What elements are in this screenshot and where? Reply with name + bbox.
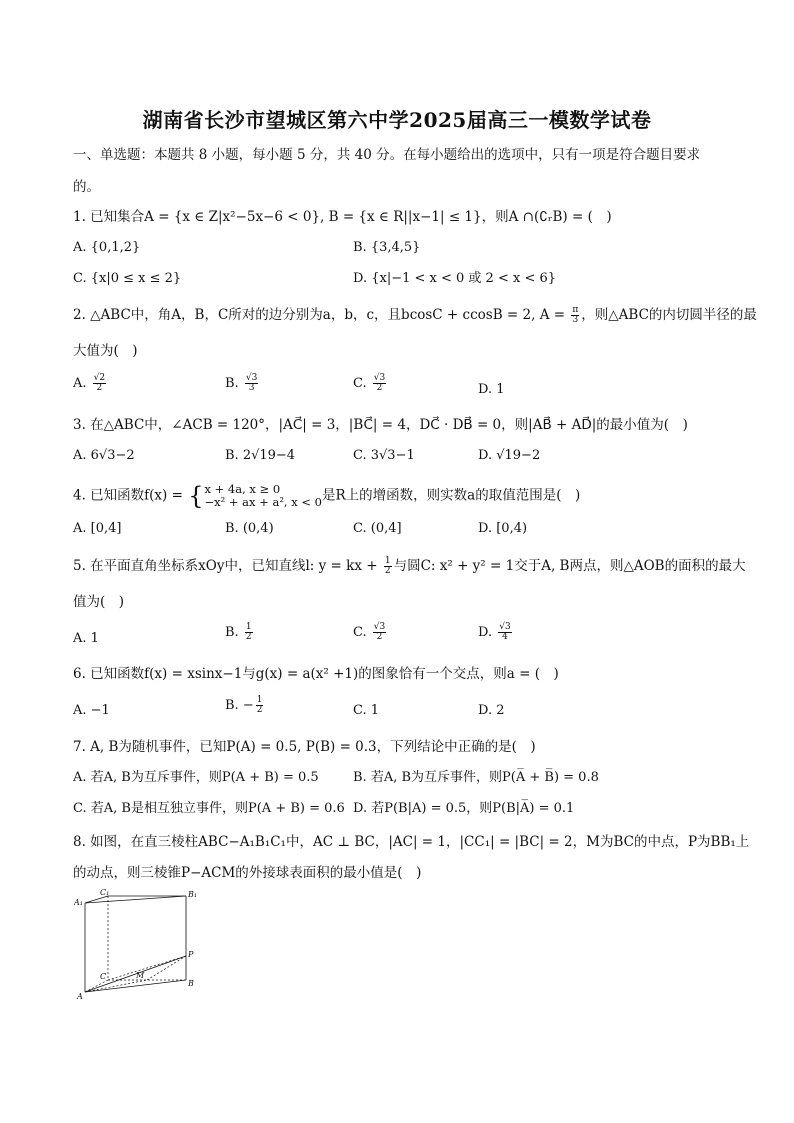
question-1-stem: 1. 已知集合A = {x ∈ Z|x²−5x−6 < 0}, B = {x ∈ R||x−1| ≤ 1}，则A ∩(∁ᵣB) = ( )	[73, 209, 612, 225]
q4-brace: {	[188, 482, 204, 510]
label-a: A	[77, 992, 83, 1001]
q4-option-c: C. (0,4]	[353, 521, 402, 536]
q7-option-d: D. 若P(B|A) = 0.5，则P(B|A̅) = 0.1	[353, 801, 575, 816]
q7-option-a: A. 若A, B为互斥事件，则P(A + B) = 0.5	[73, 770, 319, 785]
label-b1: B₁	[188, 890, 198, 899]
q3-option-c: C. 3√3−1	[353, 448, 415, 463]
q5-stem-part-a: 5. 在平面直角坐标系xOy中，已知直线l: y = kx +	[73, 558, 382, 574]
edge-a-b	[85, 980, 186, 992]
exam-title: 湖南省长沙市望城区第六中学2025届高三一模数学试卷	[142, 108, 652, 132]
q6-option-d: D. 2	[478, 703, 505, 718]
q4-option-d: D. [0,4)	[478, 521, 528, 536]
q2-option-d: D. 1	[478, 382, 505, 397]
question-8-stem: 8. 如图，在直三棱柱ABC−A₁B₁C₁中，AC ⊥ BC，|AC| = 1，|CC₁| = |BC| = 2，M为BC的中点，P为BB₁上	[73, 834, 750, 850]
q3-option-d: D. √19−2	[478, 448, 541, 463]
q5-option-b: B. $\frac{1}{2}$	[225, 622, 252, 642]
question-6-stem: 6. 已知函数f(x) = xsinx−1与g(x) = a(x² +1)的图象恰有一个交点，则a = ( )	[73, 666, 559, 682]
q6-option-c: C. 1	[353, 703, 380, 718]
q2-option-c: C. $\frac{√3}{2}$	[353, 373, 386, 393]
label-m: M	[136, 971, 145, 980]
q7-option-c: C. 若A, B是相互独立事件，则P(A + B) = 0.6	[73, 801, 345, 816]
q2-fraction-pi-over-3: $\frac{\pi}{3}$	[572, 305, 579, 325]
label-c1: C₁	[100, 888, 110, 897]
section-instruction-cont: 的。	[73, 179, 100, 195]
question-4-stem	[73, 483, 580, 509]
question-3-stem: 3. 在△ABC中，∠ACB = 120°，|AC⃗| = 3，|BC⃗| = 4，DC⃗ · DB⃗ = 0，则|AB⃗ + AD⃗|的最小值为( )	[73, 417, 688, 433]
question-2-stem-cont: 大值为( )	[73, 343, 138, 359]
q4-stem-part-b: 是R上的增函数，则实数a的取值范围是( )	[322, 487, 581, 504]
q5-fraction-half: $\frac{1}{2}$	[384, 556, 391, 576]
q2-stem-part-a: 2. △ABC中，角A，B，C所对的边分别为a，b，c，且bcosC + ccosB = 2, A =	[73, 307, 570, 323]
q5-stem-part-b: 与圆C: x² + y² = 1交于A, B两点，则△AOB的面积的最大	[393, 558, 746, 574]
section-instruction: 一、单选题：本题共 8 小题，每小题 5 分，共 40 分。在每小题给出的选项中，只有一项是符合题目要求	[73, 147, 701, 163]
q4-cases: x + 4a, x ≥ 0 −x² + ax + a², x < 0	[204, 482, 322, 509]
q3-option-b: B. 2√19−4	[225, 448, 296, 463]
q2-option-b: B. $\frac{√3}{3}$	[225, 373, 258, 393]
q6-option-b: B. − $\frac{1}{2}$	[225, 695, 263, 715]
prism-figure	[74, 888, 204, 1006]
question-2-stem	[73, 306, 757, 325]
q3-option-a: A. 6√3−2	[73, 448, 135, 463]
q4-stem-part-a: 4. 已知函数f(x) =	[73, 487, 183, 504]
question-5-stem-cont: 值为( )	[73, 594, 125, 610]
label-b: B	[188, 979, 194, 988]
q5-option-d: D. $\frac{√3}{4}$	[478, 622, 511, 642]
question-5-stem	[73, 557, 746, 576]
q1-option-a: A. {0,1,2}	[73, 240, 141, 255]
edge-a1-b1	[85, 896, 186, 903]
label-p: P	[188, 950, 194, 959]
question-8-stem-cont: 的动点，则三棱锥P−ACM的外接球表面积的最小值是( )	[73, 865, 422, 881]
q5-option-a: A. 1	[73, 631, 99, 646]
q1-option-d: D. {x|−1 < x < 0 或 2 < x < 6}	[353, 271, 557, 286]
q2-stem-part-b: ，则△ABC的内切圆半径的最	[581, 307, 757, 323]
prism-diagram	[74, 888, 204, 1006]
q1-option-c: C. {x|0 ≤ x ≤ 2}	[73, 271, 182, 286]
label-c: C	[100, 972, 107, 981]
q4-option-b: B. (0,4)	[225, 521, 274, 536]
edge-a-c-hidden	[85, 980, 108, 992]
q5-option-c: C. $\frac{√3}{2}$	[353, 622, 386, 642]
question-7-stem: 7. A, B为随机事件，已知P(A) = 0.5, P(B) = 0.3，下列结论中正确的是( )	[73, 739, 536, 755]
q2-option-a: A. $\frac{√2}{2}$	[73, 373, 106, 393]
label-a1: A₁	[74, 898, 83, 907]
segment-c-p-hidden	[108, 956, 186, 980]
q7-option-b: B. 若A, B为互斥事件，则P(A̅ + B̅) = 0.8	[353, 770, 599, 785]
q1-option-b: B. {3,4,5}	[353, 240, 421, 255]
q6-option-a: A. −1	[73, 703, 110, 718]
q4-option-a: A. [0,4]	[73, 521, 122, 536]
